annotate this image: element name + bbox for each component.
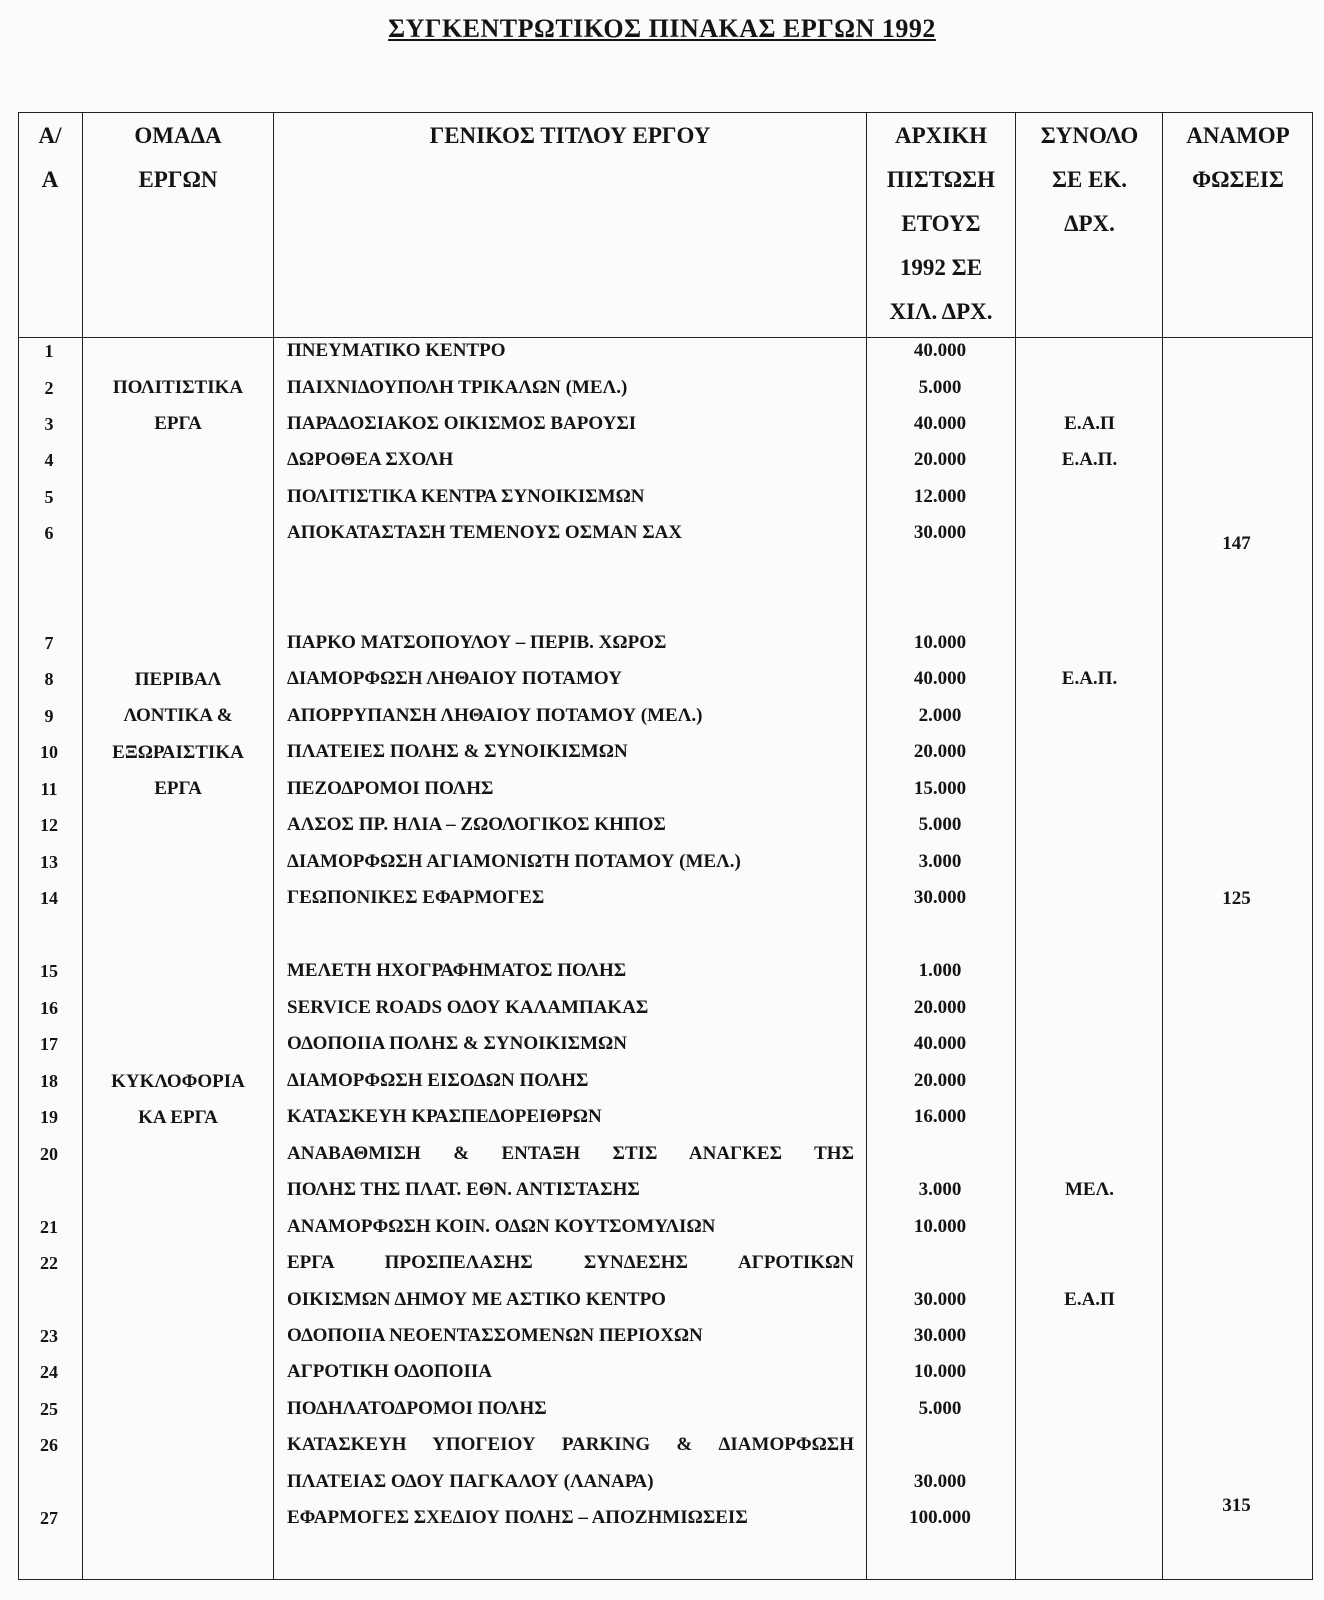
row-number: 3 bbox=[44, 414, 54, 434]
row-number: 2 bbox=[44, 378, 54, 398]
row-title: ΠΝΕΥΜΑΤΙΚΟ ΚΕΝΤΡΟ bbox=[287, 340, 506, 361]
row-title: ΑΠΟΡΡΥΠΑΝΣΗ ΛΗΘΑΙΟΥ ΠΟΤΑΜΟΥ (ΜΕΛ.) bbox=[287, 705, 703, 726]
row-number: 4 bbox=[44, 450, 54, 470]
row-amount: 20.000 bbox=[913, 741, 967, 762]
row-number: 8 bbox=[44, 669, 54, 689]
row-amount: 5.000 bbox=[918, 1398, 962, 1419]
row-title: ΑΝΑΜΟΡΦΩΣΗ ΚΟΙΝ. ΟΔΩΝ ΚΟΥΤΣΟΜΥΛΙΩΝ bbox=[287, 1216, 716, 1237]
row-title: ΜΕΛΕΤΗ ΗΧΟΓΡΑΦΗΜΑΤΟΣ ΠΟΛΗΣ bbox=[287, 960, 627, 981]
row-title: ΠΛΑΤΕΙΕΣ ΠΟΛΗΣ & ΣΥΝΟΙΚΙΣΜΩΝ bbox=[287, 741, 628, 762]
header-total-line: ΔΡΧ. bbox=[1064, 211, 1115, 236]
row-title: ΕΦΑΡΜΟΓΕΣ ΣΧΕΔΙΟΥ ΠΟΛΗΣ – ΑΠΟΖΗΜΙΩΣΕΙΣ bbox=[287, 1507, 748, 1528]
header-credit-line: 1992 ΣΕ bbox=[899, 255, 983, 280]
header-credit-line: ΑΡΧΙΚΗ bbox=[895, 123, 987, 148]
row-title: ΑΛΣΟΣ ΠΡ. ΗΛΙΑ – ΖΩΟΛΟΓΙΚΟΣ ΚΗΠΟΣ bbox=[287, 814, 666, 835]
row-amount: 30.000 bbox=[913, 522, 967, 543]
row-title: ΓΕΩΠΟΝΙΚΕΣ ΕΦΑΡΜΟΓΕΣ bbox=[287, 887, 545, 908]
header-credit-line: ΕΤΟΥΣ bbox=[901, 211, 981, 236]
header-credit-line: ΠΙΣΤΩΣΗ bbox=[886, 167, 996, 192]
row-amount: 3.000 bbox=[918, 1179, 962, 1200]
row-number: 25 bbox=[40, 1399, 58, 1419]
row-total: Ε.Α.Π. bbox=[1061, 449, 1118, 470]
header-aa bbox=[18, 112, 82, 202]
revisions-value: 315 bbox=[1222, 1495, 1251, 1516]
row-number: 6 bbox=[44, 523, 54, 543]
row-amount: 40.000 bbox=[913, 1033, 967, 1054]
row-amount: 20.000 bbox=[913, 1070, 967, 1091]
header-aa-line: Α/ bbox=[38, 123, 62, 148]
row-title: ΔΩΡΟΘΕΑ ΣΧΟΛΗ bbox=[287, 449, 454, 470]
row-title: ΑΓΡΟΤΙΚΗ ΟΔΟΠΟΙΙΑ bbox=[287, 1361, 493, 1382]
row-amount: 10.000 bbox=[913, 1361, 967, 1382]
header-title bbox=[274, 112, 866, 158]
row-title: ΟΔΟΠΟΙΙΑ ΝΕΟΕΝΤΑΣΣΟΜΕΝΩΝ ΠΕΡΙΟΧΩΝ bbox=[287, 1325, 703, 1346]
row-number: 26 bbox=[40, 1435, 58, 1455]
column-divider bbox=[82, 112, 83, 1580]
header-group bbox=[83, 112, 273, 202]
row-amount: 5.000 bbox=[918, 814, 962, 835]
table-frame bbox=[18, 112, 1313, 1580]
row-title: ΠΑΡΑΔΟΣΙΑΚΟΣ ΟΙΚΙΣΜΟΣ ΒΑΡΟΥΣΙ bbox=[287, 413, 637, 434]
row-number: 21 bbox=[40, 1217, 58, 1237]
column-divider bbox=[273, 112, 274, 1580]
row-title: ΠΕΖΟΔΡΟΜΟΙ ΠΟΛΗΣ bbox=[287, 778, 494, 799]
group-label: ΚΑ ΕΡΓΑ bbox=[138, 1107, 218, 1128]
group-label: ΠΟΛΙΤΙΣΤΙΚΑ bbox=[112, 377, 244, 398]
row-number: 23 bbox=[40, 1326, 58, 1346]
row-title: ΚΑΤΑΣΚΕΥΗ ΚΡΑΣΠΕΔΟΡΕΙΘΡΩΝ bbox=[287, 1106, 602, 1127]
row-number: 24 bbox=[40, 1362, 58, 1382]
row-total: Ε.Α.Π. bbox=[1061, 668, 1118, 689]
row-number: 17 bbox=[40, 1034, 58, 1054]
row-amount: 2.000 bbox=[918, 705, 962, 726]
header-credit bbox=[867, 112, 1015, 334]
row-amount: 3.000 bbox=[918, 851, 962, 872]
row-number: 27 bbox=[40, 1508, 58, 1528]
header-group-line: ΕΡΓΩΝ bbox=[138, 167, 218, 192]
row-amount: 1.000 bbox=[918, 960, 962, 981]
row-title-line1: ΚΑΤΑΣΚΕΥΗ ΥΠΟΓΕΙΟΥ PARKING & ΔΙΑΜΟΡΦΩΣΗ bbox=[287, 1434, 854, 1455]
row-number: 13 bbox=[40, 852, 58, 872]
row-amount: 30.000 bbox=[913, 1471, 967, 1492]
header-revisions-line: ΦΩΣΕΙΣ bbox=[1192, 167, 1284, 192]
header-group-line: ΟΜΑΔΑ bbox=[134, 123, 222, 148]
header-total-line: ΣΥΝΟΛΟ bbox=[1040, 123, 1139, 148]
row-number: 11 bbox=[40, 779, 58, 799]
row-amount: 5.000 bbox=[918, 377, 962, 398]
row-amount: 40.000 bbox=[913, 668, 967, 689]
row-number: 12 bbox=[40, 815, 58, 835]
group-label: ΕΡΓΑ bbox=[154, 413, 202, 434]
row-title: ΔΙΑΜΟΡΦΩΣΗ ΑΓΙΑΜΟΝΙΩΤΗ ΠΟΤΑΜΟΥ (ΜΕΛ.) bbox=[287, 851, 741, 872]
column-divider bbox=[1015, 112, 1016, 1580]
row-title: ΠΛΑΤΕΙΑΣ ΟΔΟΥ ΠΑΓΚΑΛΟΥ (ΛΑΝΑΡΑ) bbox=[287, 1471, 654, 1492]
header-total-line: ΣΕ ΕΚ. bbox=[1051, 167, 1128, 192]
row-title: SERVICE ROADS ΟΔΟΥ ΚΑΛΑΜΠΑΚΑΣ bbox=[287, 997, 649, 1018]
row-amount: 40.000 bbox=[913, 413, 967, 434]
group-label: ΠΕΡΙΒΑΛ bbox=[134, 669, 222, 690]
row-title: ΔΙΑΜΟΡΦΩΣΗ ΛΗΘΑΙΟΥ ΠΟΤΑΜΟΥ bbox=[287, 668, 622, 689]
row-amount: 40.000 bbox=[913, 340, 967, 361]
row-title: ΠΑΡΚΟ ΜΑΤΣΟΠΟΥΛΟΥ – ΠΕΡΙΒ. ΧΩΡΟΣ bbox=[287, 632, 667, 653]
row-number: 16 bbox=[40, 998, 58, 1018]
row-number: 9 bbox=[44, 706, 54, 726]
row-amount: 15.000 bbox=[913, 778, 967, 799]
row-number: 5 bbox=[44, 487, 54, 507]
row-amount: 30.000 bbox=[913, 887, 967, 908]
row-title: ΔΙΑΜΟΡΦΩΣΗ ΕΙΣΟΔΩΝ ΠΟΛΗΣ bbox=[287, 1070, 589, 1091]
row-amount: 10.000 bbox=[913, 1216, 967, 1237]
row-amount: 20.000 bbox=[913, 449, 967, 470]
revisions-value: 147 bbox=[1222, 533, 1251, 554]
row-amount: 30.000 bbox=[913, 1289, 967, 1310]
column-divider bbox=[1162, 112, 1163, 1580]
header-revisions-line: ΑΝΑΜΟΡ bbox=[1186, 123, 1290, 148]
header-total bbox=[1016, 112, 1163, 246]
row-total: Ε.Α.Π bbox=[1064, 413, 1115, 434]
row-number: 10 bbox=[40, 742, 58, 762]
group-label: ΕΞΩΡΑΙΣΤΙΚΑ bbox=[112, 742, 244, 763]
row-number: 7 bbox=[44, 633, 54, 653]
row-number: 15 bbox=[40, 961, 58, 981]
row-number: 19 bbox=[40, 1107, 58, 1127]
row-amount: 16.000 bbox=[913, 1106, 967, 1127]
row-amount: 30.000 bbox=[913, 1325, 967, 1346]
row-number: 18 bbox=[40, 1071, 58, 1091]
row-total: ΜΕΛ. bbox=[1065, 1179, 1114, 1200]
row-number: 22 bbox=[40, 1253, 58, 1273]
header-title-line: ΓΕΝΙΚΟΣ ΤΙΤΛΟΥ ΕΡΓΟΥ bbox=[429, 123, 711, 148]
revisions-value: 125 bbox=[1222, 888, 1251, 909]
group-label: ΕΡΓΑ bbox=[154, 778, 202, 799]
row-amount: 100.000 bbox=[909, 1507, 971, 1528]
header-credit-line: ΧΙΛ. ΔΡΧ. bbox=[889, 299, 993, 324]
row-title: ΠΑΙΧΝΙΔΟΥΠΟΛΗ ΤΡΙΚΑΛΩΝ (ΜΕΛ.) bbox=[287, 377, 628, 398]
row-number: 20 bbox=[40, 1144, 58, 1164]
row-amount: 10.000 bbox=[913, 632, 967, 653]
header-divider bbox=[18, 337, 1313, 338]
row-title: ΟΙΚΙΣΜΩΝ ΔΗΜΟΥ ΜΕ ΑΣΤΙΚΟ ΚΕΝΤΡΟ bbox=[287, 1289, 666, 1310]
row-title-line1: ΑΝΑΒΑΘΜΙΣΗ & ΕΝΤΑΞΗ ΣΤΙΣ ΑΝΑΓΚΕΣ ΤΗΣ bbox=[287, 1143, 854, 1164]
row-title: ΠΟΔΗΛΑΤΟΔΡΟΜΟΙ ΠΟΛΗΣ bbox=[287, 1398, 547, 1419]
row-title: ΠΟΛΗΣ ΤΗΣ ΠΛΑΤ. ΕΘΝ. ΑΝΤΙΣΤΑΣΗΣ bbox=[287, 1179, 640, 1200]
row-title: ΟΔΟΠΟΙΙΑ ΠΟΛΗΣ & ΣΥΝΟΙΚΙΣΜΩΝ bbox=[287, 1033, 627, 1054]
row-total: Ε.Α.Π bbox=[1064, 1289, 1115, 1310]
header-aa-line: Α bbox=[41, 167, 59, 192]
group-label: ΛΟΝΤΙΚΑ & bbox=[123, 705, 233, 726]
row-amount: 20.000 bbox=[913, 997, 967, 1018]
header-revisions bbox=[1163, 112, 1313, 202]
row-title: ΠΟΛΙΤΙΣΤΙΚΑ ΚΕΝΤΡΑ ΣΥΝΟΙΚΙΣΜΩΝ bbox=[287, 486, 645, 507]
document-title: ΣΥΓΚΕΝΤΡΩΤΙΚΟΣ ΠΙΝΑΚΑΣ ΕΡΓΩΝ 1992 bbox=[388, 14, 936, 43]
group-label: ΚΥΚΛΟΦΟΡΙΑ bbox=[111, 1071, 245, 1092]
row-title-line1: ΕΡΓΑ ΠΡΟΣΠΕΛΑΣΗΣ ΣΥΝΔΕΣΗΣ ΑΓΡΟΤΙΚΩΝ bbox=[287, 1252, 854, 1273]
row-title: ΑΠΟΚΑΤΑΣΤΑΣΗ ΤΕΜΕΝΟΥΣ ΟΣΜΑΝ ΣΑΧ bbox=[287, 522, 683, 543]
row-number: 1 bbox=[44, 341, 54, 361]
row-number: 14 bbox=[40, 888, 58, 908]
row-amount: 12.000 bbox=[913, 486, 967, 507]
